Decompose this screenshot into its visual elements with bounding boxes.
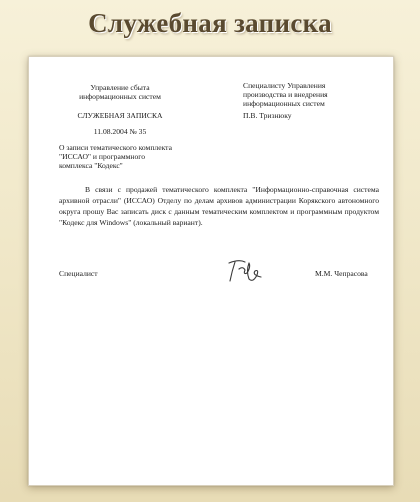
memo-body: В связи с продажей тематического комплекта "Информационно-справочная система архивной отрасли" (ИССАО) Отделу по делам архивов администрации Корякского автономного округа прошу Вас записать диск с данным тематическим комплектом и программным продуктом "Кодекс для Windows" (локальный вариант). — [59, 185, 379, 227]
signer-name: М.М. Чепрасова — [315, 269, 368, 278]
recipient-name: П.В. Тризнюку — [243, 111, 292, 120]
recipient-line-1: Специалисту Управления — [243, 81, 326, 90]
subject-line-2: "ИССАО" и программного — [59, 152, 146, 161]
slide-title: Служебная записка — [88, 8, 332, 38]
sender-line-1: Управление сбыта — [90, 83, 150, 92]
sender-line-2: информационных систем — [79, 92, 161, 101]
subject-line-1: О записи тематического комплекта — [59, 143, 172, 152]
doc-type: СЛУЖЕБНАЯ ЗАПИСКА — [77, 111, 163, 120]
recipient-line-3: информационных систем — [243, 99, 325, 108]
handwritten-signature — [225, 257, 265, 287]
memo-document — [28, 56, 394, 486]
subject-line-3: комплекса "Кодекс" — [59, 161, 123, 170]
doc-date-number: 11.08.2004 № 35 — [93, 127, 147, 136]
signer-position: Специалист — [59, 269, 98, 278]
recipient-line-2: производства и внедрения — [243, 90, 328, 99]
